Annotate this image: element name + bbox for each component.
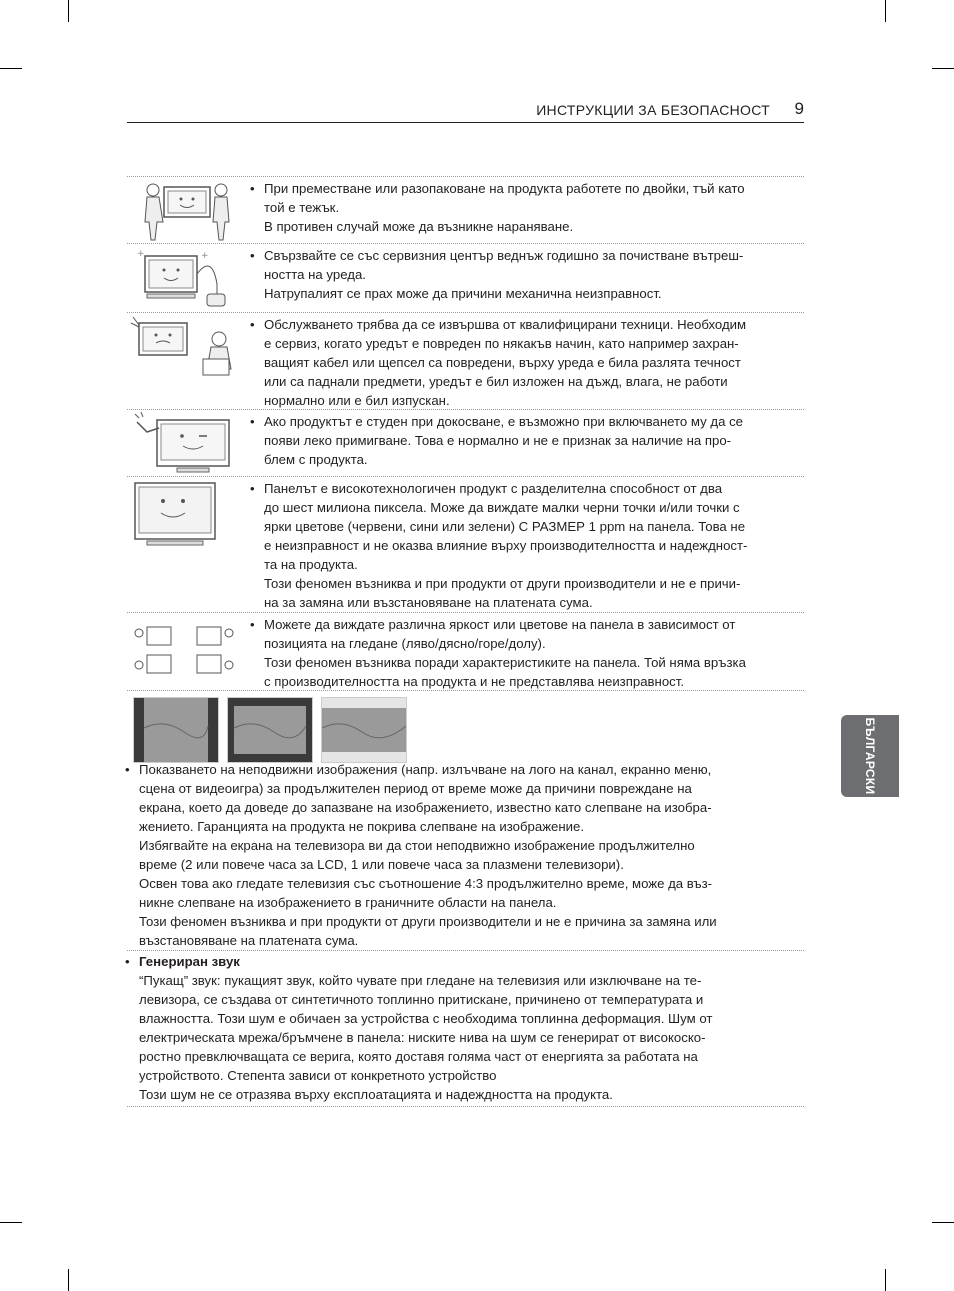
text-line: е сервиз, когато уредът е повреден по някакъв начин, като например захран- [264, 336, 739, 351]
text-line: е неизправност и не оказва влияние върху производителността и надеждност- [264, 538, 748, 553]
bullet-symbol: • [250, 181, 255, 196]
crop-mark [932, 68, 954, 69]
bullet-symbol: • [125, 762, 130, 777]
crop-mark [0, 68, 22, 69]
bullet-item [250, 479, 790, 612]
text-line: Избягвайте на екрана на телевизора ви да стои неподвижно изображение продължително [139, 838, 695, 853]
text-line: ващият кабел или щепсел са повредени, върху уреда е била разлята течност [264, 355, 741, 370]
text-line: сцена от видеоигра) за продължителен период от време може да причини повреждане на [139, 781, 692, 796]
text-line: възстановяване на платената сума. [139, 933, 359, 948]
row-separator [127, 1106, 804, 1107]
text-line: Освен това ако гледате телевизия със съотношение 4:3 продължително време, може да въз- [139, 876, 713, 891]
text-line: с производителността на продукта и не представлява неизправност. [264, 674, 685, 689]
text-line: Този феномен възниква и при продукти от други производители и не е причина за замяна или [139, 914, 717, 929]
bullet-symbol: • [250, 617, 255, 632]
safety-row-moving [127, 176, 804, 244]
text-line: “Пукащ” звук: пукащият звук, който чувате при гледане на телевизия или изключване на те- [139, 973, 702, 988]
text-line: Панелът е високотехнологичен продукт с разделителна способност от два [264, 481, 723, 496]
text-line: та на продукта. [264, 557, 358, 572]
text-line: блем с продукта. [264, 452, 368, 467]
crop-mark [932, 1222, 954, 1223]
bullet-item [250, 615, 790, 691]
text-line: Този феномен възниква и при продукти от други производители и не е причи- [264, 576, 741, 591]
technician-service-icon [127, 313, 245, 410]
text-line: Свързвайте се със сервизния център веднъж годишно за почистване вътреш- [264, 248, 744, 263]
text-line: ростно превключващата се верига, която доставя голяма част от енергията за работата на [139, 1049, 698, 1064]
text-line: Показването на неподвижни изображения (напр. излъчване на лого на канал, екранно меню, [139, 762, 712, 777]
tv-pixels-icon [127, 477, 245, 613]
burn-in-image-3 [321, 697, 407, 763]
bullet-symbol: • [125, 954, 130, 969]
text-line: Ако продуктът е студен при докосване, е възможно при включването му да се [264, 414, 744, 429]
safety-row-cold [127, 409, 804, 477]
text-line: време (2 или повече часа за LCD, 1 или повече часа за плазмени телевизори). [139, 857, 624, 872]
tv-winking-icon [127, 410, 245, 477]
burn-in-image-2 [227, 697, 313, 763]
burn-in-image-1 [133, 697, 219, 763]
crop-mark [68, 0, 69, 22]
crop-mark [885, 1269, 886, 1291]
bullet-item [250, 179, 790, 236]
crop-mark [68, 1269, 69, 1291]
page-number: 9 [794, 99, 804, 118]
svg-text:+: + [201, 251, 209, 261]
safety-row-service [127, 312, 804, 410]
text-line: левизора, се създава от синтетичното топлинно притискане, причинено от температурата и [139, 992, 704, 1007]
safety-row-viewing-angle [127, 612, 804, 691]
text-line: влажността. Този шум е обичаен за устройства с необходима топлинна деформация. Шум от [139, 1011, 713, 1026]
language-tab-label: БЪЛГАРСКИ [863, 717, 877, 795]
sound-heading: Генериран звук [139, 954, 240, 969]
tv-cleaning-icon [127, 244, 245, 313]
text-line: Можете да виждате различна яркост или цветове на панела в зависимост от [264, 617, 736, 632]
bullet-symbol: • [250, 481, 255, 496]
text-line: Този шум не се отразява върху експлоатацията и надеждността на продукта. [139, 1087, 613, 1102]
text-line: ността на уреда. [264, 267, 366, 282]
language-tab [841, 715, 899, 797]
people-carrying-tv-icon [127, 177, 245, 244]
bullet-item [250, 315, 790, 410]
row-separator [127, 950, 804, 951]
text-line: на за замяна или възстановяване на платената сума. [264, 595, 593, 610]
text-line: до шест милиона пиксела. Може да виждате малки черни точки и/или точки с [264, 500, 740, 515]
text-line: появи леко примигване. Това е нормално и не е признак за наличие на про- [264, 433, 732, 448]
safety-row-cleaning [127, 243, 804, 313]
text-line: ярки цветове (червени, сини или зелени) С РАЗМЕР 1 ppm на панела. Това не [264, 519, 746, 534]
svg-text:+: + [137, 249, 145, 259]
page-header [127, 96, 804, 123]
text-line: позицията на гледане (ляво/дясно/горе/долу). [264, 636, 546, 651]
sound-section [125, 952, 779, 1104]
text-line: В противен случай може да възникне нараняване. [264, 219, 574, 234]
safety-row-pixels [127, 476, 804, 613]
text-line: той е тежък. [264, 200, 340, 215]
text-line: електрическата мрежа/бръмчене в панела: ниските нива на шум се генерират от високоско- [139, 1030, 706, 1045]
text-line: никне слепване на изображението в граничните области на панела. [139, 895, 557, 910]
header-title: ИНСТРУКЦИИ ЗА БЕЗОПАСНОСТ [536, 102, 770, 118]
text-line: жението. Гаранцията на продукта не покрива слепване на изображение. [139, 819, 585, 834]
text-line: устройството. Степента зависи от конкретното устройство [139, 1068, 497, 1083]
crop-mark [0, 1222, 22, 1223]
viewing-angle-icon [127, 613, 245, 691]
text-line: Натрупалият се прах може да причини механична неизправност. [264, 286, 662, 301]
text-line: или са паднали предмети, уредът е бил изложен на дъжд, влага, не работи [264, 374, 728, 389]
crop-mark [885, 0, 886, 22]
text-line: екрана, което да доведе до запазване на изображението, известно като слепване на изобра- [139, 800, 712, 815]
bullet-symbol: • [250, 248, 255, 263]
row-separator [127, 690, 804, 691]
text-line: Този феномен възниква поради характеристиките на панела. Той няма връзка [264, 655, 746, 670]
text-line: При преместване или разопаковане на продукта работете по двойки, тъй като [264, 181, 745, 196]
bullet-symbol: • [250, 414, 255, 429]
bullet-symbol: • [250, 317, 255, 332]
text-line: нормално или е бил изпускан. [264, 393, 450, 408]
bullet-item [250, 246, 790, 303]
bullet-item [250, 412, 790, 469]
text-line: Обслужването трябва да се извършва от квалифицирани техници. Необходим [264, 317, 747, 332]
burn-in-section [125, 760, 779, 950]
